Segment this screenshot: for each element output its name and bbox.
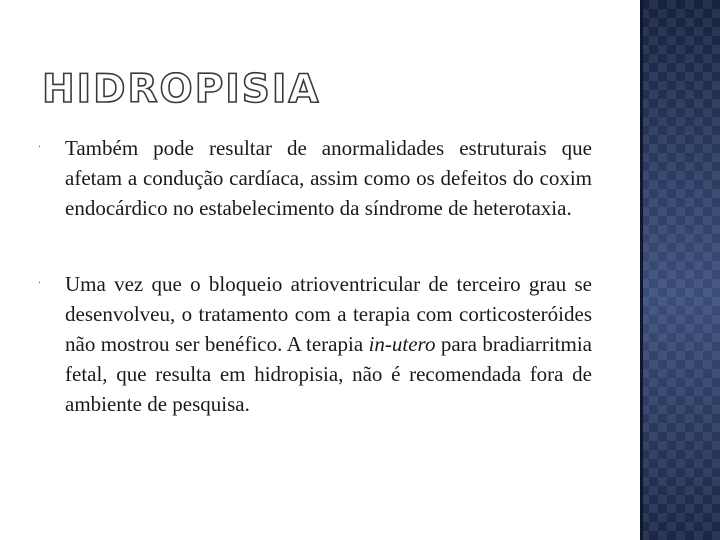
bullet-text-1: Também pode resultar de anormalidades estruturais que afetam a condução cardíaca, assim como os defeitos do coxim endocárdico no estabelecimento da síndrome de heterotaxia. [65,136,592,220]
bullet-text-2-italic: in-utero [368,332,436,356]
bullet-text-2-part-2: para bradiarritmia fetal, que resulta em hidropisia, não é recomendada fora de ambiente de pesquisa. [65,332,593,416]
bullet-marker-icon: · [38,142,42,153]
bullet-item-1 [38,133,592,223]
decorative-side-panel [640,0,720,540]
bullet-text-2-part-1: Uma vez que o bloqueio atrioventricular de terceiro grau se desenvolveu, o tratamento com a terapia com corticosteróides não mostrou ser benéfico. A terapia [65,272,592,356]
slide-content [38,133,592,419]
slide-title: HIDROPISIA [42,67,321,112]
bullet-text-2 [65,269,592,419]
bullet-item-2 [38,269,592,419]
bullet-marker-icon: · [38,278,42,289]
